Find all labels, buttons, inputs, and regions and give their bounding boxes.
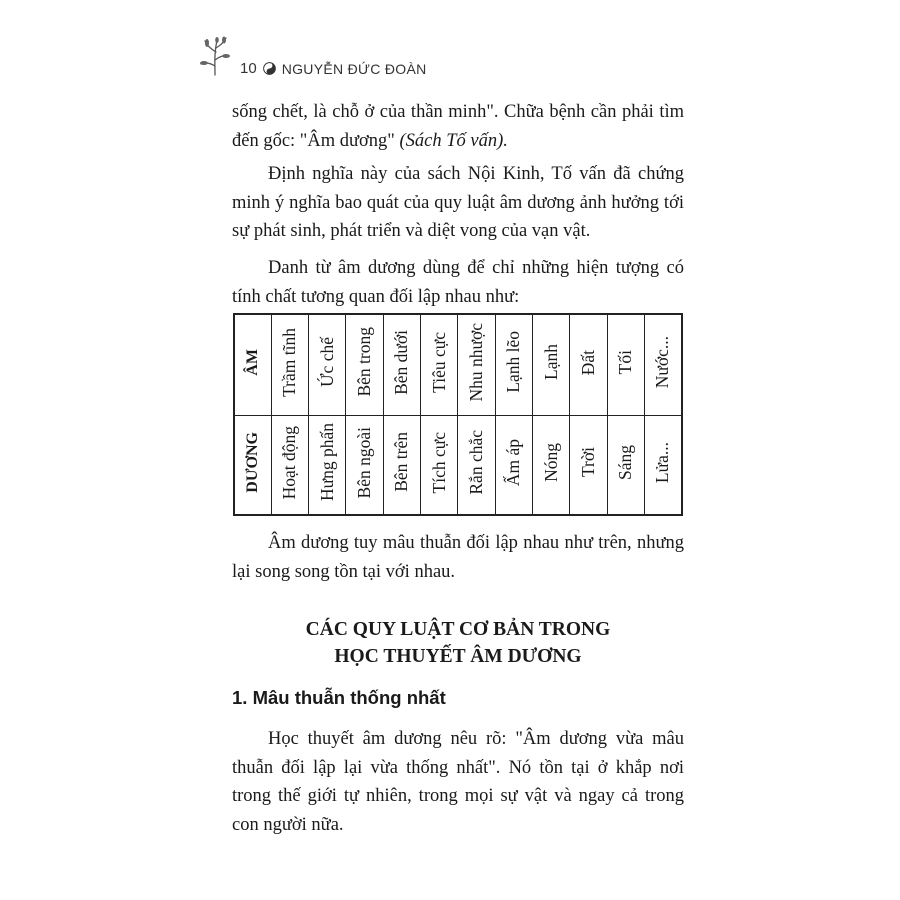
am-duong-table [233,313,683,516]
duong-cell: Bên ngoài [346,415,383,515]
paragraph-3: Danh từ âm dương dùng để chỉ những hiện tượng có tính chất tương quan đối lập nhau như: [232,258,684,307]
paragraph-1-source: (Sách Tố vấn). [399,130,508,151]
duong-cell: Lửa... [645,415,682,515]
paragraph-2: Định nghĩa này của sách Nội Kinh, Tố vấn đã chứng minh ý nghĩa bao quát của quy luật âm dương ảnh hưởng tới sự phát sinh, phát triển và diệt vong của vạn vật. [232,164,684,241]
author-name: NGUYỄN ĐỨC ĐOÀN [281,61,427,77]
am-cell: Bên trong [346,314,383,415]
herb-plant-icon [198,36,232,76]
am-cell: Lạnh lẽo [495,314,532,415]
am-row [234,314,682,415]
duong-cell: Bên trên [383,415,420,515]
am-cell: Lạnh [533,314,570,415]
duong-label: DƯƠNG [243,431,261,493]
duong-cell: Ấm áp [495,415,532,515]
paragraph-1-text: sống chết, là chỗ ở của thần minh". Chữa bệnh cần phải tìm đến gốc: "Âm dương" [232,102,684,151]
duong-cell: Trời [570,415,607,515]
am-cell: Nước... [645,314,682,415]
paragraph-4: Âm dương tuy mâu thuẫn đối lập nhau như trên, nhưng lại song song tồn tại với nhau. [232,533,684,582]
sub-heading: 1. Mâu thuẫn thống nhất [232,687,446,708]
section-title-line-1: CÁC QUY LUẬT CƠ BẢN TRONG [305,619,611,640]
duong-cell: Nóng [533,415,570,515]
section-title-line-2: HỌC THUYẾT ÂM DƯƠNG [334,646,582,667]
am-cell: Bên dưới [383,314,420,415]
am-cell: Tối [607,314,644,415]
duong-cell: Tích cực [421,415,458,515]
duong-cell: Hưng phấn [309,415,346,515]
duong-cell: Sáng [607,415,644,515]
page-number: 10 [240,60,257,77]
am-cell: Tiêu cực [421,314,458,415]
yin-yang-icon [263,62,276,75]
duong-cell: Rắn chắc [458,415,495,515]
paragraph-5: Học thuyết âm dương nêu rõ: "Âm dương vừa mâu thuẫn đối lập lại vừa thống nhất". Nó tồn tại ở khắp nơi trong thế giới tự nhiên, trong mọi sự vật và ngay cả trong con người nữa. [232,729,684,835]
duong-header-cell [234,415,271,515]
am-label: ÂM [243,348,261,376]
am-cell: Nhu nhược [458,314,495,415]
running-header [198,36,427,76]
section-title [232,616,684,670]
paragraph-1 [232,98,684,155]
am-cell: Ức chế [309,314,346,415]
am-cell: Đất [570,314,607,415]
duong-cell: Hoạt động [271,415,308,515]
am-cell: Trầm tĩnh [271,314,308,415]
am-header-cell [234,314,271,415]
duong-row [234,415,682,515]
